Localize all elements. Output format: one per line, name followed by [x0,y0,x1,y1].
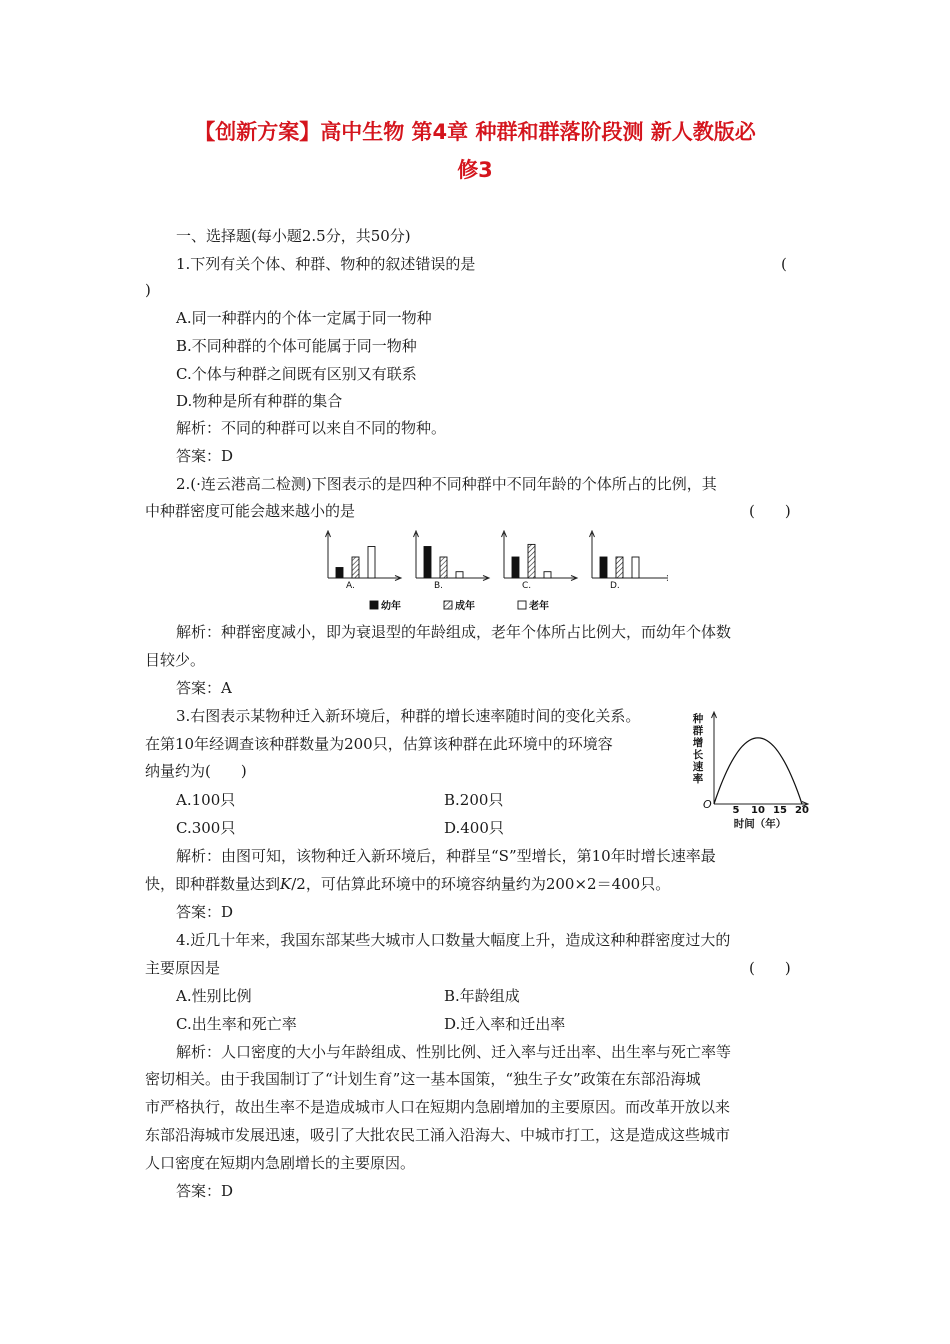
q3-analysis-text-b: /2，可估算此环境中的环境容纳量约为200×2＝400只。 [291,875,671,893]
q2-analysis-line2: 目较少。 [145,651,206,669]
x-axis-label: 时间（年） [733,818,787,830]
document-title-line2: 修3 [457,158,493,182]
growth-rate-curve [714,738,802,804]
growth-rate-curve-chart [692,708,812,834]
q4-answer: 答案：D [176,1182,234,1200]
q4-analysis-line3: 市严格执行，故出生率不是造成城市人口在短期内急剧增加的主要原因。而改革开放以来 [145,1098,731,1116]
q3-option-d: D.400只 [444,819,504,837]
q4-analysis-line1: 解析：人口密度的大小与年龄组成、性别比例、迁入率与迁出率、出生率与死亡率等 [176,1043,732,1061]
q3-option-a: A.100只 [176,791,236,809]
q4-answer-paren: ( ) [749,959,791,977]
bar-young [512,557,519,578]
q1-answer-paren-open: ( [781,255,787,273]
y-axis-label-char: 增 [692,737,704,749]
y-axis-label-char: 速 [692,761,704,773]
bar-adult [440,557,447,578]
q3-stem-line1: 3.右图表示某物种迁入新环境后，种群的增长速率随时间的变化关系。 [176,707,641,725]
q4-analysis-line5: 人口密度在短期内急剧增长的主要原因。 [145,1154,416,1172]
q3-answer: 答案：D [176,903,234,921]
q4-analysis-line4: 东部沿海城市发展迅速，吸引了大批农民工涌入沿海大、中城市打工，这是造成这些城市 [145,1126,731,1144]
bar-adult [528,544,535,578]
x-tick-label: 15 [773,805,787,816]
legend-label: 成年 [455,601,475,612]
legend-swatch [370,601,378,609]
q3-analysis-text-a: 快，即种群数量达到 [145,875,281,893]
bar-old [456,572,463,578]
q1-answer-paren-close: ) [145,281,151,299]
q3-analysis-line1: 解析：由图可知，该物种迁入新环境后，种群呈“S”型增长，第10年时增长速率最 [176,847,716,865]
q3-stem-line3: 纳量约为( ) [145,762,247,780]
q1-stem: 1.下列有关个体、种群、物种的叙述错误的是 [176,255,476,273]
bar-adult [352,557,359,578]
section-header: 一、选择题(每小题2.5分，共50分) [176,227,411,245]
q4-stem-line1: 4.近几十年来，我国东部某些大城市人口数量大幅度上升，造成这种种群密度过大的 [176,931,731,949]
legend-label: 老年 [529,601,549,612]
q3-option-b: B.200只 [444,791,504,809]
q4-analysis-line2: 密切相关。由于我国制订了“计划生育”这一基本国策，“独生子女”政策在东部沿海城 [145,1070,701,1088]
y-axis-label-char: 长 [692,749,704,761]
legend-label: 幼年 [381,601,401,612]
legend-swatch [518,601,526,609]
bar-young [336,568,343,579]
bar-old [368,547,375,579]
x-tick-label: 5 [732,805,740,816]
q3-stem-line2: 在第10年经调查该种群数量为200只，估算该种群在此环境中的环境容 [145,735,613,753]
category-label: C. [522,581,532,591]
q1-analysis: 解析：不同的种群可以来自不同的物种。 [176,419,447,437]
age-structure-bar-chart [318,530,668,616]
bar-young [600,557,607,578]
category-label: B. [434,581,444,591]
q2-answer: 答案：A [176,679,232,697]
category-label: A. [346,581,355,591]
y-axis-label-char: 率 [692,773,704,785]
q3-analysis-line2 [145,874,670,894]
q1-answer: 答案：D [176,447,234,465]
q3-option-c: C.300只 [176,819,236,837]
document-title: 【创新方案】高中生物 第4章 种群和群落阶段测 新人教版必 [194,120,756,144]
q2-stem-line1: 2.(·连云港高二检测)下图表示的是四种不同种群中不同年龄的个体所占的比例，其 [176,475,717,493]
q4-option-a: A.性别比例 [176,987,252,1005]
bar-young [424,547,431,579]
q2-answer-paren: ( ) [749,502,791,520]
bar-adult [616,557,623,578]
origin-label: O [703,798,712,811]
x-tick-label: 10 [751,805,765,816]
q4-option-b: B.年龄组成 [444,987,520,1005]
bar-old [632,557,639,578]
q4-option-d: D.迁入率和迁出率 [444,1015,566,1033]
bar-old [544,572,551,578]
y-axis-label-char: 种 [692,713,704,725]
q2-analysis-line1: 解析：种群密度减小，即为衰退型的年龄组成，老年个体所占比例大，而幼年个体数 [176,623,732,641]
q2-stem-line2: 中种群密度可能会越来越小的是 [145,502,356,520]
q1-option-a: A.同一种群内的个体一定属于同一物种 [176,309,432,327]
q3-analysis-k-symbol: K [280,875,292,893]
legend-swatch [444,601,452,609]
q4-option-c: C.出生率和死亡率 [176,1015,297,1033]
q1-option-b: B.不同种群的个体可能属于同一物种 [176,337,417,355]
y-axis-label-char: 群 [692,725,704,737]
category-label: D. [610,581,620,591]
q1-option-d: D.物种是所有种群的集合 [176,392,343,410]
q1-option-c: C.个体与种群之间既有区别又有联系 [176,365,417,383]
x-tick-label: 20 [795,805,809,816]
q4-stem-line2: 主要原因是 [145,959,221,977]
